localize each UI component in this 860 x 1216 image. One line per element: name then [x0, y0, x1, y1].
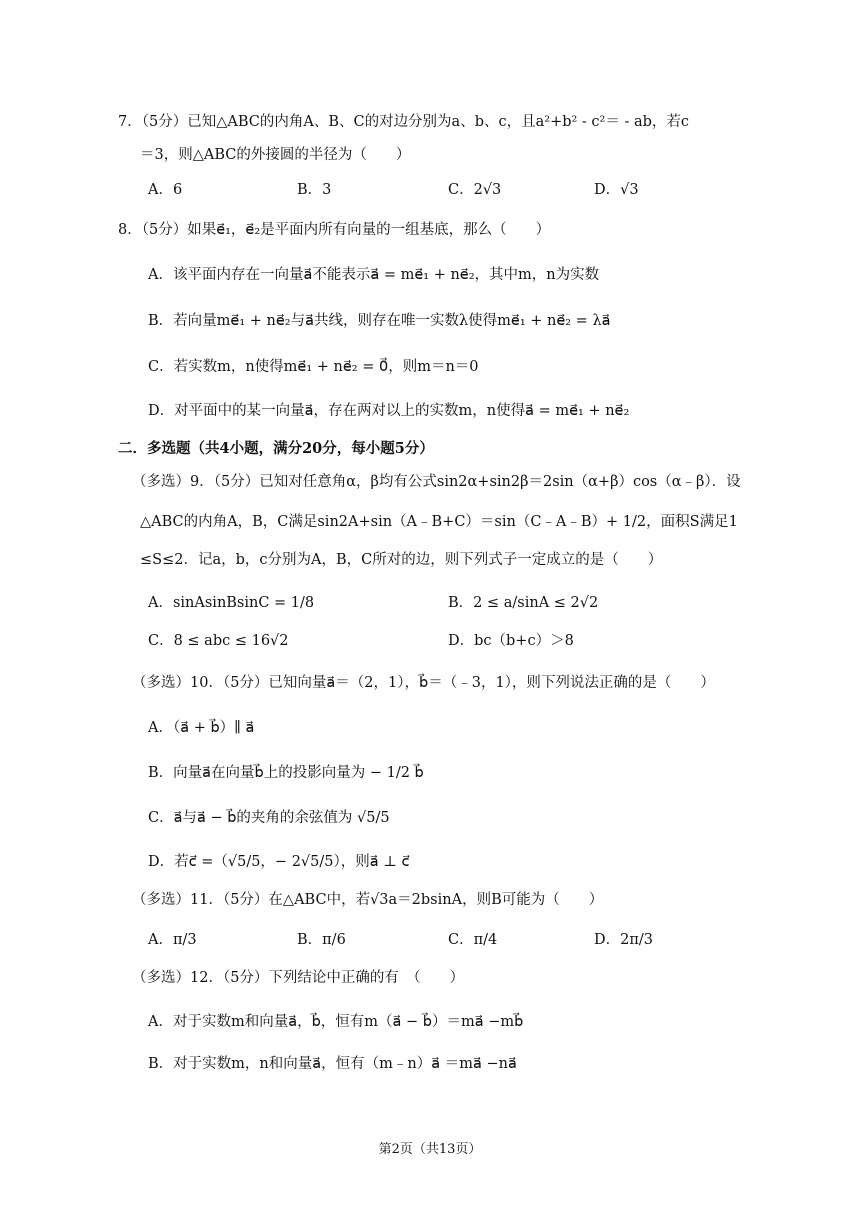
q8-stem: 8．（5分）如果e⃗₁，e⃗₂是平面内所有向量的一组基底，那么（ ） — [118, 222, 551, 238]
q9-option-b: B．2 ≤ a/sinA ≤ 2√2 — [448, 595, 599, 611]
section-heading: 二．多选题（共4小题，满分20分，每小题5分） — [118, 440, 434, 457]
q9-line-3: ≤S≤2．记a，b，c分别为A，B，C所对的边，则下列式子一定成立的是（ ） — [140, 552, 663, 568]
q8-option-d: D．对平面中的某一向量a⃗，存在两对以上的实数m，n使得a⃗ = me⃗₁ + ne⃗₂ — [148, 403, 630, 419]
q10-option-d: D．若c⃗ =（√5/5，− 2√5/5），则a⃗ ⊥ c⃗ — [148, 854, 410, 870]
q10-stem: （多选）10．（5分）已知向量a⃗＝（2，1），b⃗＝（﹣3，1），则下列说法正确的是（ ） — [132, 675, 715, 691]
q8-option-a: A．该平面内存在一向量a⃗不能表示a⃗ = me⃗₁ + ne⃗₂，其中m，n为实数 — [148, 267, 600, 283]
q7-option-a: A．6 — [148, 182, 183, 198]
q7-option-c: C．2√3 — [448, 182, 502, 198]
q11-option-a: A．π/3 — [148, 932, 197, 948]
q12-option-a: A．对于实数m和向量a⃗，b⃗，恒有m（a⃗ − b⃗）＝ma⃗ −mb⃗ — [148, 1014, 524, 1030]
q9-line-1: （多选）9．（5分）已知对任意角α，β均有公式sin2α+sin2β＝2sin（α+β）cos（α﹣β）．设 — [132, 474, 741, 490]
q8-option-c: C．若实数m，n使得me⃗₁ + ne⃗₂ = 0⃗，则m＝n＝0 — [148, 359, 479, 375]
q10-option-c: C．a⃗与a⃗ − b⃗的夹角的余弦值为 √5/5 — [148, 810, 390, 826]
q8-option-b: B．若向量me⃗₁ + ne⃗₂与a⃗共线，则存在唯一实数λ使得me⃗₁ + ne⃗₂ = λa⃗ — [148, 313, 611, 329]
q9-option-a: A．sinAsinBsinC = 1/8 — [148, 595, 315, 611]
q9-option-c: C．8 ≤ abc ≤ 16√2 — [148, 633, 289, 649]
page-footer: 第2页（共13页） — [378, 1142, 482, 1157]
q7-option-d: D．√3 — [594, 182, 639, 198]
q7-line-1: 7．（5分）已知△ABC的内角A、B、C的对边分别为a、b、c，且a²+b² - c²＝ - ab，若c — [118, 114, 690, 130]
q10-option-b: B．向量a⃗在向量b⃗上的投影向量为 − 1/2 b⃗ — [148, 765, 424, 781]
q7-option-b: B．3 — [297, 182, 332, 198]
q9-option-d: D．bc（b+c）＞8 — [448, 633, 574, 649]
q11-stem: （多选）11．（5分）在△ABC中，若√3a＝2bsinA，则B可能为（ ） — [132, 892, 604, 908]
q11-option-d: D．2π/3 — [594, 932, 653, 948]
q10-option-a: A．（a⃗ + b⃗）∥ a⃗ — [148, 720, 255, 736]
q11-option-b: B．π/6 — [297, 932, 346, 948]
q11-option-c: C．π/4 — [448, 932, 498, 948]
q7-line-2: ＝3，则△ABC的外接圆的半径为（ ） — [140, 147, 411, 163]
q12-option-b: B．对于实数m，n和向量a⃗，恒有（m﹣n）a⃗ ＝ma⃗ −na⃗ — [148, 1056, 517, 1072]
q12-stem: （多选）12．（5分）下列结论中正确的有 （ ） — [132, 970, 465, 986]
q9-line-2: △ABC的内角A，B，C满足sin2A+sin（A﹣B+C）＝sin（C﹣A﹣B）+ 1/2，面积S满足1 — [140, 514, 738, 530]
